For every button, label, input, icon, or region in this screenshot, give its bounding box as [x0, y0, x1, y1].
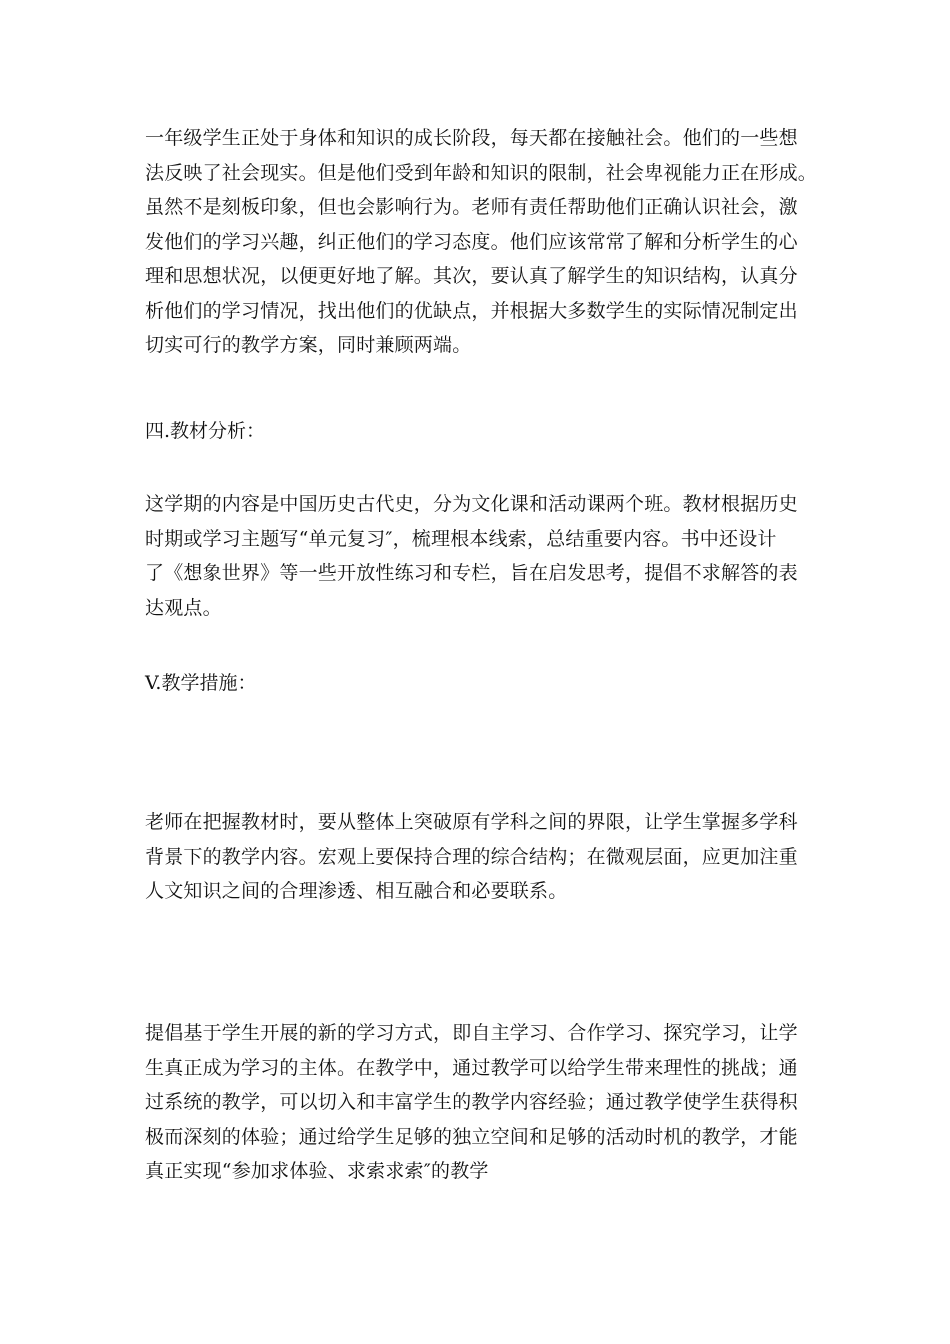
paragraph-learning-methods: 提倡基于学生开展的新的学习方式，即自主学习、合作学习、探究学习，让学 生真正成为学习的主体。在教学中，通过教学可以给学生带来理性的挑战；通 过系统的教学，可以切入和丰富学生的教学内容经验；通过教学使学生获得积 极而深刻的体验；通过给学生足够的独立空间和足够的活动时机的教学，才能 真正实现“参加求体验、求索求索″的教学 [145, 1022, 798, 1182]
paragraph-student-analysis: 一年级学生正处于身体和知识的成长阶段，每天都在接触社会。他们的一些想 法反映了社会现实。但是他们受到年龄和知识的限制，社会卑视能力正在形成。 虽然不是刻板印象，但也会影响行为。老师有责任帮助他们正确认识社会，激 发他们的学习兴趣，纠正他们的学习态度。他们应该常常了解和分析学生的心 理和思想状况，以便更好地了解。其次，要认真了解学生的知识结构，认真分 析他们的学习情况，找出他们的优缺点，并根据大多数学生的实际情况制定出 切实可行的教学方案，同时兼顾两端。 [145, 127, 818, 356]
paragraph-textbook-content: 这学期的内容是中国历史古代史，分为文化课和活动课两个班。教材根据历史 时期或学习主题写“单元复习″，梳理根本线索，总结重要内容。书中还设计 了《想象世界》等一些开放性练习和专栏，旨在启发思考，提倡不求解答的表 达观点。 [145, 493, 798, 619]
heading-teaching-measures: V.教学措施： [145, 672, 257, 694]
paragraph-teacher-grasp: 老师在把握教材时，要从整体上突破原有学科之间的界限，让学生掌握多学科 背景下的教学内容。宏观上要保持合理的综合结构；在微观层面，应更加注重 人文知识之间的合理渗透、相互融合和必要联系。 [145, 811, 798, 902]
heading-textbook-analysis: 四.教材分析： [145, 420, 266, 442]
